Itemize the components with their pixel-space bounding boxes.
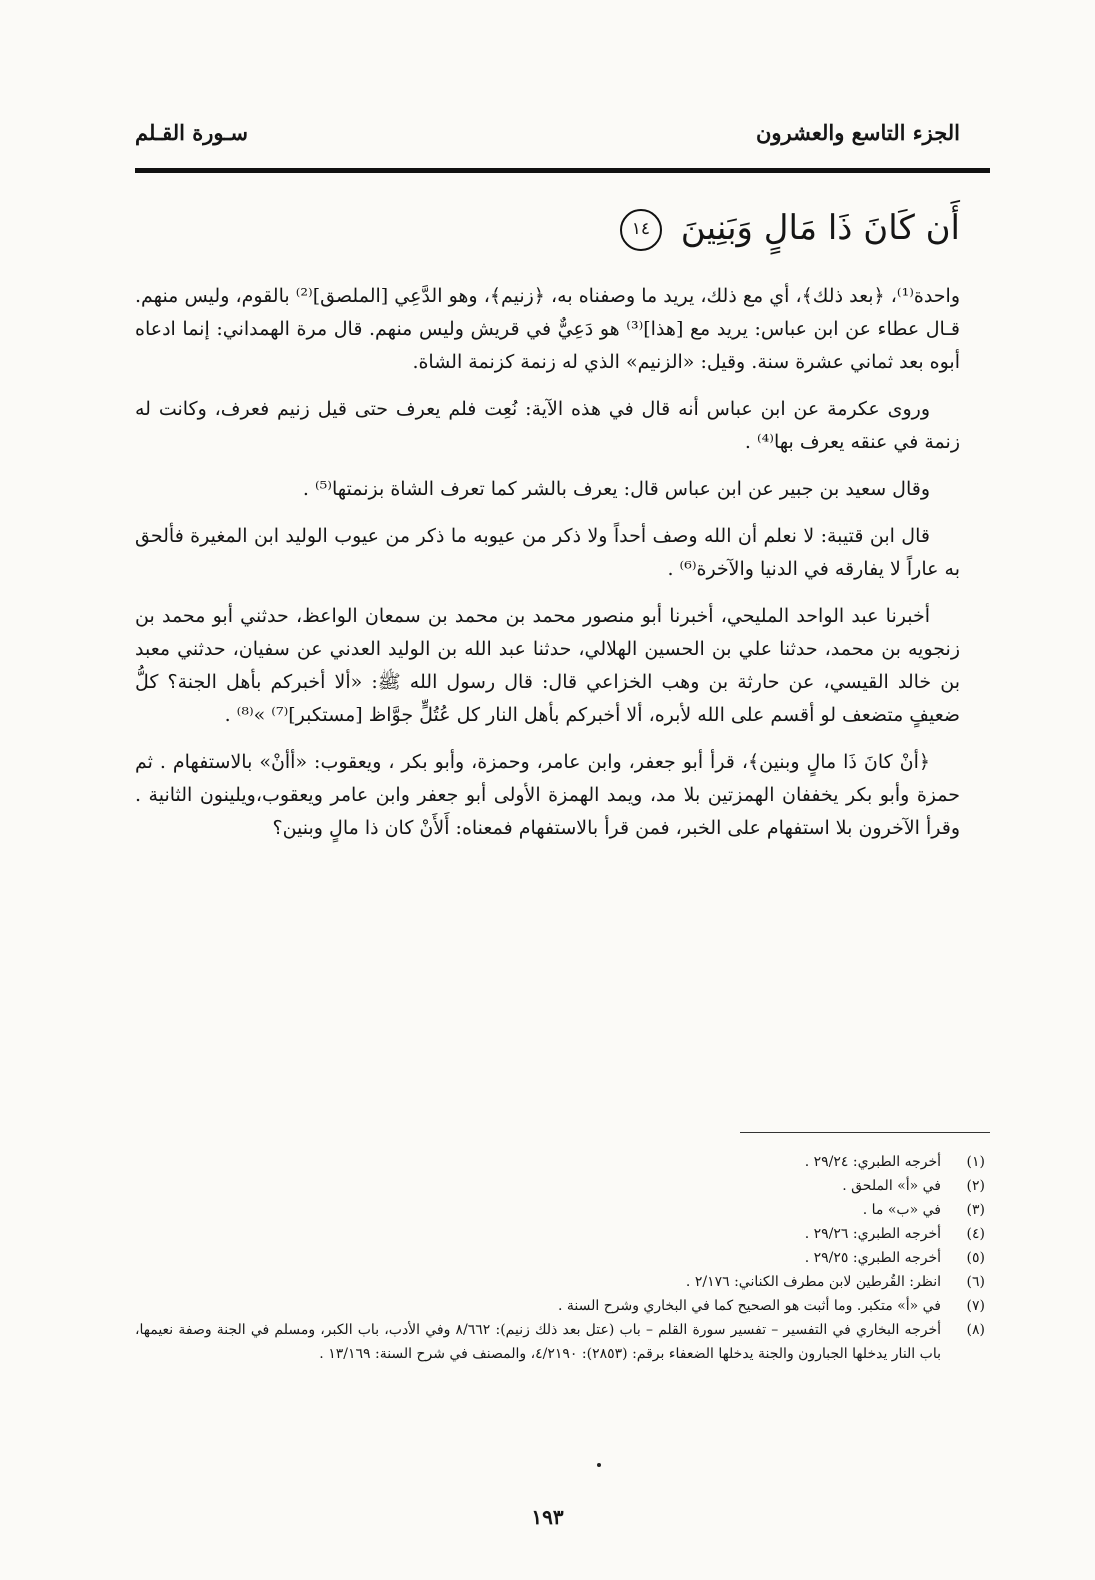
header-part: الجزء التاسع والعشرون (755, 119, 960, 145)
paragraph-2: وروى عكرمة عن ابن عباس أنه قال في هذه الآية: نُعِت فلم يعرف حتى قيل زنيم فعرف، وكانت له زنمة في عنقه يعرف بها⁽⁴⁾ . (135, 398, 960, 453)
paragraph-6: ﴿أنْ كانَ ذَا مالٍ وبنين﴾، قرأ أبو جعفر، وابن عامر، وحمزة، وأبو بكر ، ويعقوب: «أأنْ» بالاستفهام . ثم حمزة وأبو بكر يخففان الهمزتين بلا مد، ويمد الهمزة الأولى أبو جعفر وابن عامر ويعقوب،ويلينون الثانية . وقرأ الآخرون بلا استفهام على الخبر، فمن قرأ بالاستفهام فمعناه: أَلأَنْ كان ذا مالٍ وبنين؟ (135, 751, 960, 839)
verse-text: أَن كَانَ ذَا مَالٍ وَبَنِينَ (680, 208, 960, 248)
footnote-text: أخرجه الطبري: ٢٩/٢٦ . (804, 1226, 941, 1242)
paragraph-1: واحدة⁽¹⁾، ﴿بعد ذلك﴾، أي مع ذلك، يريد ما وصفناه به، ﴿زنيم﴾، وهو الدَّعِي [الملصق]⁽²⁾ بالقوم، وليس منهم. قـال عطاء عن ابن عباس: يريد مع [هذا]⁽³⁾ هو دَعِيٌّ في قريش وليس منهم. قال مرة الهمداني: إنما ادعاه أبوه بعد ثماني عشرة سنة. وقيل: «الزنيم» الذي له زنمة كزنمة الشاة. (135, 285, 960, 373)
footnote-number: (٣) (966, 1202, 985, 1218)
verse-number-ornament: ١٤ (620, 209, 662, 251)
footnote (135, 1174, 985, 1198)
footnote-number: (٤) (966, 1226, 985, 1242)
footnote-text: في «أ» متكبر. وما أثبت هو الصحيح كما في البخاري وشرح السنة . (558, 1298, 941, 1314)
footnote-text: أخرجه الطبري: ٢٩/٢٤ . (804, 1154, 941, 1170)
footnote (135, 1246, 985, 1270)
footnote-text: في «أ» الملحق . (842, 1178, 941, 1194)
commentary-body (135, 280, 960, 859)
footnote (135, 1318, 985, 1366)
footnote (135, 1294, 985, 1318)
header-surah: سـورة القـلم (135, 119, 248, 145)
ink-dot (597, 1463, 601, 1467)
quran-verse (130, 203, 960, 253)
footnote-separator (740, 1132, 990, 1133)
footnote-number: (٥) (966, 1250, 985, 1266)
paragraph-3: وقال سعيد بن جبير عن ابن عباس قال: يعرف بالشر كما تعرف الشاة بزنمتها⁽⁵⁾ . (302, 478, 930, 500)
footnote-number: (٢) (966, 1178, 985, 1194)
footnotes (135, 1150, 985, 1366)
footnote-number: (١) (966, 1154, 985, 1170)
footnote-text: أخرجه البخاري في التفسير – تفسير سورة القلم – باب (عتل بعد ذلك زنيم): ٨/٦٦٢ وفي الأدب، باب الكبر، ومسلم في الجنة وصفة نعيمها، باب النار يدخلها الجبارون والجنة يدخلها الضعفاء برقم: (٢٨٥٣): ٤/٢١٩٠، والمصنف في شرح السنة: ١٣/١٦٩ . (135, 1322, 941, 1362)
footnote-number: (٦) (966, 1274, 985, 1290)
paragraph-5: أخبرنا عبد الواحد المليحي، أخبرنا أبو منصور محمد بن محمد بن سمعان الواعظ، حدثني أبو محمد بن زنجويه بن محمد، حدثنا علي بن الحسين الهلالي، حدثنا عبد الله بن الوليد العدني عن سفيان، حدثني معبد بن خالد القيسي، عن حارثة بن وهب الخزاعي قال: قال رسول الله ﷺ: «ألا أخبركم بأهل الجنة؟ كلُّ ضعيفٍ متضعف لو أقسم على الله لأبره، ألا أخبركم بأهل النار كل عُتُلٍّ جوَّاظ [مستكبر]⁽⁷⁾ »⁽⁸⁾ . (135, 605, 960, 726)
footnote (135, 1150, 985, 1174)
paragraph-4: قال ابن قتيبة: لا نعلم أن الله وصف أحداً ولا ذكر من عيوبه ما ذكر من عيوب الوليد ابن المغيرة فألحق به عاراً لا يفارقه في الدنيا والآخرة⁽⁶⁾ . (135, 525, 960, 580)
footnote-text: انظر: القُرطين لابن مطرف الكناني: ٢/١٧٦ . (685, 1274, 941, 1290)
header-rule (135, 168, 990, 173)
footnote-text: أخرجه الطبري: ٢٩/٢٥ . (804, 1250, 941, 1266)
page-number: ١٩٣ (531, 1505, 564, 1529)
footnote (135, 1270, 985, 1294)
footnote-text: في «ب» ما . (862, 1202, 941, 1218)
footnote-number: (٨) (966, 1322, 985, 1338)
running-header (135, 112, 960, 152)
footnote-number: (٧) (966, 1298, 985, 1314)
footnote (135, 1222, 985, 1246)
footnote (135, 1198, 985, 1222)
